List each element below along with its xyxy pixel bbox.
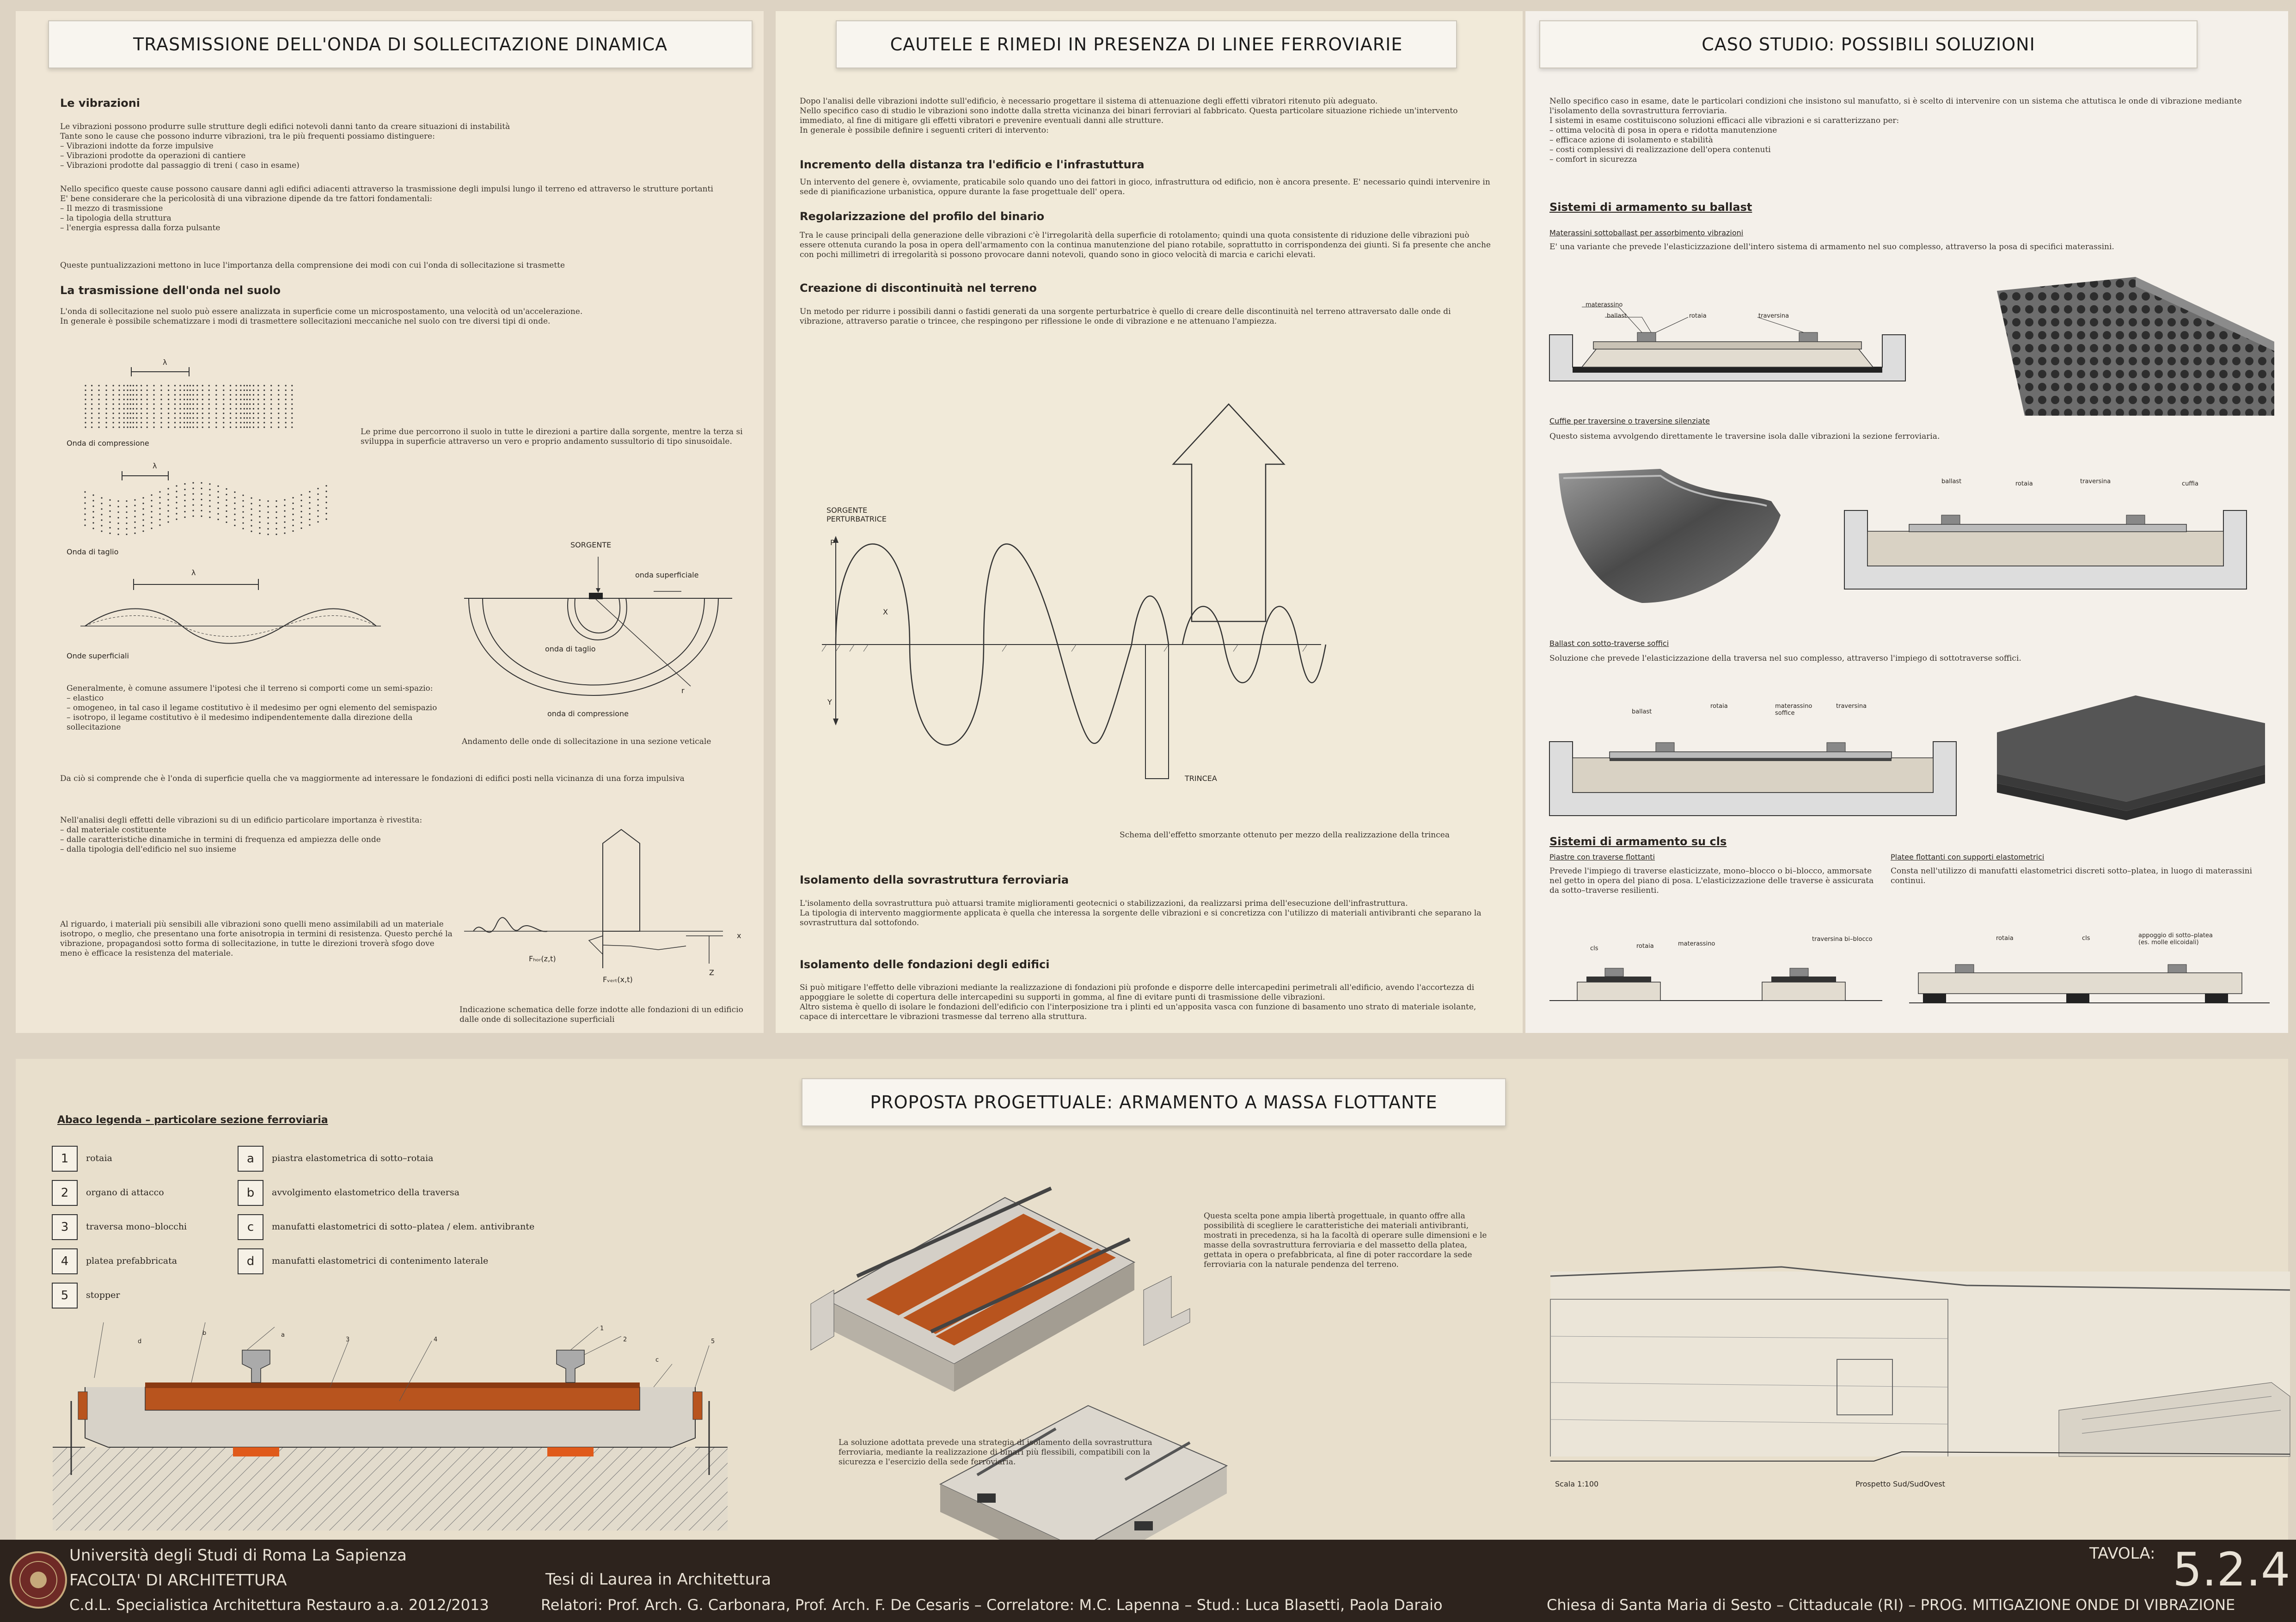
label-sorgente-perturbatrice: SORGENTE PERTURBATRICE bbox=[827, 506, 887, 523]
heading-trasmissione: La trasmissione dell'onda nel suolo bbox=[60, 284, 281, 297]
label-x-p2: X bbox=[883, 608, 888, 616]
caption-andamento: Andamento delle onde di sollecitazione in una sezione veticale bbox=[462, 737, 711, 746]
legend-val-a: piastra elastometrica di sotto–rotaia bbox=[272, 1153, 434, 1163]
piastre-section bbox=[1549, 940, 1882, 1019]
heading-profilo: Regolarizzazione del profilo del binario bbox=[800, 210, 1045, 223]
label-rotaia-5: rotaia bbox=[1996, 935, 2014, 942]
footer-relatori: Relatori: Prof. Arch. G. Carbonara, Prof. Arch. F. De Cesaris – Correlatore: M.C. Lapenna – Stud.: Luca Blasetti, Paola Daraio bbox=[541, 1596, 1443, 1614]
heading-discontinuita: Creazione di discontinuità nel terreno bbox=[800, 282, 1037, 295]
text-prime: Le prime due percorrono il suolo in tutte le direzioni a partire dalla sorgente, mentre la terza si sviluppa in superficie attraverso un vero e proprio andamento sussultorio di tipo sinusoidale. bbox=[361, 427, 743, 446]
text-trasmissione: L'onda di sollecitazione nel suolo può essere analizzata in superficie come un microspostamento, una velocità od un'accelerazione. In generale è possibile schematizzare i modi di trasmettere sollecitazioni meccaniche nel suolo con tre diversi tipi di onde. bbox=[60, 307, 583, 326]
sec-label-d: d bbox=[138, 1338, 142, 1345]
legend-key-4: 4 bbox=[52, 1248, 78, 1274]
legend-key-a: a bbox=[238, 1146, 263, 1172]
label-sorgente: SORGENTE bbox=[570, 541, 612, 549]
footer-facolta: FACOLTA' DI ARCHITETTURA bbox=[69, 1571, 287, 1590]
lambda-3: λ bbox=[191, 568, 196, 577]
platee-section bbox=[1909, 936, 2270, 1014]
label-rotaia-3: rotaia bbox=[1710, 703, 1728, 710]
legend-val-2: organo di attacco bbox=[86, 1187, 164, 1198]
label-scala: Scala 1:100 bbox=[1555, 1480, 1599, 1488]
forces-diagram bbox=[464, 825, 741, 1001]
text-materassini: E' una variante che prevede l'elasticizzazione dell'intero sistema di armamento nel suo complesso, attraverso la posa di specifici materassini. bbox=[1549, 242, 2114, 252]
heading-ballast: Sistemi di armamento su ballast bbox=[1549, 201, 1752, 214]
sec-label-a: a bbox=[281, 1332, 285, 1339]
text-discontinuita: Un metodo per ridurre i possibili danni o fastidi generati da una sorgente perturbatrice è quello di creare delle discontinuità nel terreno attraversato dalle onde di vibrazione, attraverso paratie o trincee, che respingono per riflessione le onde di vibrazione e ne attenuano l'ampiezza. bbox=[800, 307, 1451, 326]
sec-label-4: 4 bbox=[434, 1336, 438, 1343]
panel-trasmissione bbox=[16, 11, 764, 1033]
label-traversina-3: traversina bbox=[1836, 703, 1867, 710]
section-waves-diagram bbox=[459, 534, 737, 728]
cuffia-section bbox=[1844, 473, 2247, 594]
legend-key-2: 2 bbox=[52, 1180, 78, 1206]
sec-label-2: 2 bbox=[623, 1336, 627, 1343]
sub-piastre: Piastre con traverse flottanti bbox=[1549, 853, 1655, 861]
text-profilo: Tra le cause principali della generazione delle vibrazioni c'è l'irregolarità della superficie di rotolamento; quindi una quota consistente di riduzione delle vibrazioni può essere ottenuta curando la posa in opera dell'armamento con la continua manutenzione del piano rotabile, soprattutto in corrispondenza dei giunti. Si fa presente che anche con pochi millimetri di irregolarità si possono provocare danni notevoli, quando sono in gioco velocità di marcia e carichi elevati. bbox=[800, 231, 1491, 259]
sec-label-5: 5 bbox=[711, 1338, 715, 1345]
label-cuffia: cuffia bbox=[2182, 480, 2198, 487]
label-r: r bbox=[681, 686, 685, 695]
label-y: Y bbox=[827, 698, 832, 707]
footer bbox=[0, 1540, 2296, 1622]
label-rotaia-2: rotaia bbox=[2015, 480, 2033, 487]
label-traversina-biblocco: traversina bi–blocco bbox=[1812, 936, 1873, 943]
text-piastre: Prevede l'impiego di traverse elasticizzate, mono–blocco o bi–blocco, ammorsate nel getto in opera del piano di posa. L'elasticizzazione delle traverse è assicurata da sotto–traverse resilienti. bbox=[1549, 866, 1874, 895]
label-fhor: Fₕₒᵣ(z,t) bbox=[529, 954, 556, 963]
legend-val-b: avvolgimento elastometrico della traversa bbox=[272, 1187, 459, 1198]
label-appoggio: appoggio di sotto–platea (es. molle elicoidali) bbox=[2138, 932, 2213, 946]
text-intro-p3: Nello specifico caso in esame, date le particolari condizioni che insistono sul manufatto, si è scelto di intervenire con un sistema che attutisca le onde di vibrazione mediante l'isolamento della sovrastruttura ferroviaria. I sistemi in esame costituiscono soluzioni efficaci alle vibrazioni e si caratterizzano per: – ottima velocità di posa in opera e ridotta manutenzione – efficace azione di isolamento e stabilità – costi complessivi di realizzazione dell'opera contenuti – comfort in sicurezza bbox=[1549, 97, 2242, 164]
sec-label-c: c bbox=[655, 1357, 659, 1364]
shear-wave-dots bbox=[84, 482, 327, 535]
sec-label-b: b bbox=[202, 1330, 207, 1337]
legend-val-3: traversa mono–blocchi bbox=[86, 1222, 187, 1232]
text-vibrazioni-3: Queste puntualizzazioni mettono in luce l'importanza della comprensione dei modi con cui l'onda di sollecitazione si trasmette bbox=[60, 261, 565, 270]
panel3-title: CASO STUDIO: POSSIBILI SOLUZIONI bbox=[1539, 20, 2198, 68]
footer-tavola-label: TAVOLA: bbox=[2089, 1544, 2155, 1563]
heading-vibrazioni: Le vibrazioni bbox=[60, 97, 141, 110]
text-intro-p2: Dopo l'analisi delle vibrazioni indotte sull'edificio, è necessario progettare il sistema di attenuazione degli effetti vibratori ritenuto più adeguato. Nello specifico caso di studio le vibrazioni sono indotte dalla stretta vicinanza dei binari ferroviari al fabbricato. Questa particolare situazione richiede un'intervento immediato, al fine di mitigare gli effetti vibratori e prevenire eventuali danni alle strutture. In generale è possibile definire i seguenti criteri di intervento: bbox=[800, 97, 1458, 135]
caption-compressione: Onda di compressione bbox=[67, 439, 149, 448]
label-ballast-1: ballast bbox=[1607, 313, 1627, 319]
heading-cls: Sistemi di armamento su cls bbox=[1549, 835, 1727, 848]
label-materassino-soffice: materassino soffice bbox=[1775, 703, 1812, 717]
text-cuffie: Questo sistema avvolgendo direttamente le traversine isola dalle vibrazioni la sezione ferroviaria. bbox=[1549, 432, 1940, 441]
label-x: x bbox=[737, 931, 741, 940]
label-p: P bbox=[830, 538, 835, 547]
caption-schema: Schema dell'effetto smorzante ottenuto per mezzo della realizzazione della trincea bbox=[1120, 830, 1450, 840]
legend-key-3: 3 bbox=[52, 1214, 78, 1240]
legend-key-d: d bbox=[238, 1248, 263, 1274]
text-scelta: Questa scelta pone ampia libertà progettuale, in quanto offre alla possibilità di scegliere le caratteristiche dei materiali antivibranti, mostrati in precedenza, si ha la facoltà di operare sulle dimensioni e le masse della sovrastruttura ferroviaria e del massetto della platea, gettata in opera o prefabbricata, al fine di poter raccordare la sede ferroviaria con la naturale pendenza del terreno. bbox=[1204, 1211, 1487, 1269]
trench-diagram bbox=[799, 395, 1515, 811]
legend-val-c: manufatti elastometrici di sotto–platea / elem. antivibrante bbox=[272, 1222, 535, 1232]
sub-sottotraverse: Ballast con sotto-traverse soffici bbox=[1549, 639, 1669, 648]
compression-wave-dots bbox=[85, 385, 293, 428]
panel4-title: PROPOSTA PROGETTUALE: ARMAMENTO A MASSA FLOTTANTE bbox=[802, 1078, 1506, 1126]
sec-label-3: 3 bbox=[346, 1336, 350, 1343]
label-traversina-1: traversina bbox=[1758, 313, 1789, 319]
panel1-title: TRASMISSIONE DELL'ONDA DI SOLLECITAZIONE DINAMICA bbox=[48, 20, 753, 68]
legend-key-5: 5 bbox=[52, 1283, 78, 1309]
text-platee: Consta nell'utilizzo di manufatti elastometrici discreti sotto–platea, in luogo di materassini continui. bbox=[1891, 866, 2253, 885]
label-rotaia-4: rotaia bbox=[1636, 943, 1654, 950]
axonometric-views bbox=[811, 1198, 1227, 1567]
label-traversina-2: traversina bbox=[2080, 478, 2111, 485]
university-seal-icon bbox=[8, 1550, 68, 1610]
text-dacio: Da ciò si comprende che è l'onda di superficie quella che va maggiormente ad interessare le fondazioni di edifici posti nella vicinanza di una forza impulsiva bbox=[60, 774, 685, 783]
railway-section-detail bbox=[53, 1318, 746, 1530]
label-rotaia-1: rotaia bbox=[1689, 313, 1707, 319]
lambda-1: λ bbox=[163, 358, 167, 367]
label-ballast-2: ballast bbox=[1941, 478, 1962, 485]
legend-key-c: c bbox=[238, 1214, 263, 1240]
sub-platee: Platee flottanti con supporti elastometrici bbox=[1891, 853, 2045, 861]
label-z: Z bbox=[709, 968, 714, 977]
legend-val-5: stopper bbox=[86, 1290, 120, 1300]
photo-sottotraverse bbox=[1988, 695, 2274, 825]
sec-label-1: 1 bbox=[600, 1325, 604, 1332]
label-prospetto: Prospetto Sud/SudOvest bbox=[1855, 1480, 1945, 1488]
label-cls-1: cls bbox=[1590, 945, 1598, 952]
text-soluzione: La soluzione adottata prevede una strategia di isolamento della sovrastruttura ferroviaria, mediante la realizzazione di binari più flessibili, compatibili con la sicurezza e l'esercizio della sede ferroviaria. bbox=[839, 1438, 1152, 1467]
sottotraverse-section bbox=[1549, 709, 1965, 820]
panel-cautele bbox=[776, 11, 1523, 1033]
label-onda-compressione: onda di compressione bbox=[547, 709, 629, 718]
legend-val-1: rotaia bbox=[86, 1153, 112, 1163]
label-materassino-1: materassino bbox=[1586, 301, 1623, 308]
label-cls-2: cls bbox=[2082, 935, 2090, 942]
text-riguardo: Al riguardo, i materiali più sensibili alle vibrazioni sono quelli meno assimilabili ad un materiale isotropo, o meglio, che presentano una forte anisotropia in termini di resistenza. Questo perché la vibrazione, propagandosi sotto forma di sollecitazione, in tutte le direzioni troverà sfogo dove meno è efficace la resistenza del materiale. bbox=[60, 920, 453, 958]
footer-cdl: C.d.L. Specialistica Architettura Restauro a.a. 2012/2013 bbox=[69, 1596, 489, 1614]
label-ballast-3: ballast bbox=[1632, 708, 1652, 715]
legend-val-4: platea prefabbricata bbox=[86, 1256, 178, 1266]
text-analisi: Nell'analisi degli effetti delle vibrazioni su di un edificio particolare importanza è rivestita: – dal materiale costituente – dalle caratteristiche dinamiche in termini di frequenza ed ampiezza delle onde – dalla tipologia dell'edificio nel suo insieme bbox=[60, 816, 422, 854]
legend-val-d: manufatti elastometrici di contenimento laterale bbox=[272, 1256, 489, 1266]
caption-taglio: Onda di taglio bbox=[67, 547, 119, 556]
sub-materassini: Materassini sottoballast per assorbimento vibrazioni bbox=[1549, 228, 1744, 237]
panel-caso-studio bbox=[1525, 11, 2288, 1033]
label-onda-taglio: onda di taglio bbox=[545, 645, 596, 653]
footer-chiesa: Chiesa di Santa Maria di Sesto – Cittaducale (RI) – PROG. MITIGAZIONE ONDE DI VIBRAZIONE bbox=[1547, 1596, 2235, 1614]
sub-cuffie: Cuffie per traversine o traversine silenziate bbox=[1549, 417, 1710, 425]
label-onda-superficiale: onda superficiale bbox=[635, 571, 699, 579]
heading-distanza: Incremento della distanza tra l'edificio e l'infrastuttura bbox=[800, 158, 1145, 171]
elevation-drawing bbox=[1550, 1244, 2290, 1493]
panel2-title: CAUTELE E RIMEDI IN PRESENZA DI LINEE FERROVIARIE bbox=[836, 20, 1457, 68]
footer-uni: Università degli Studi di Roma La Sapienza bbox=[69, 1546, 407, 1565]
label-trincea: TRINCEA bbox=[1185, 774, 1217, 783]
label-fvert: Fᵥₑᵣₜ(x,t) bbox=[603, 975, 633, 984]
footer-tesi: Tesi di Laurea in Architettura bbox=[545, 1570, 771, 1589]
text-sottotraverse: Soluzione che prevede l'elasticizzazione della traversa nel suo complesso, attraverso l'impiego di sottotraverse soffici. bbox=[1549, 654, 2021, 663]
lambda-2: λ bbox=[153, 461, 157, 470]
photo-cuffia bbox=[1549, 455, 1790, 608]
caption-indicazione: Indicazione schematica delle forze indotte alle fondazioni di un edificio dalle onde di sollecitazione superficiali bbox=[459, 1005, 743, 1024]
heading-sovrastruttura: Isolamento della sovrastruttura ferroviaria bbox=[800, 873, 1069, 886]
caption-superficiali: Onde superficiali bbox=[67, 651, 129, 660]
wave-types-diagram bbox=[62, 335, 386, 668]
photo-materassino bbox=[1997, 277, 2274, 416]
text-distanza: Un intervento del genere è, ovviamente, praticabile solo quando uno dei fattori in gioco, infrastruttura od edificio, non è ancora presente. E' necessario quindi intervenire in sede di pianificazione urbanistica, oppure durante la fase progettuale dell' opera. bbox=[800, 178, 1490, 197]
legend-title: Abaco legenda – particolare sezione ferroviaria bbox=[57, 1114, 328, 1126]
heading-fondazioni: Isolamento delle fondazioni degli edifici bbox=[800, 958, 1050, 971]
panel-proposta bbox=[16, 1059, 2288, 1540]
text-vibrazioni-2: Nello specifico queste cause possono causare danni agli edifici adiacenti attraverso la trasmissione degli impulsi lungo il terreno ed attraverso le strutture portanti E' bene considerare che la pericolosità di una vibrazione dipende da tre fattori fondamentali: – Il mezzo di trasmissione – la tipologia della struttura – l'energia espressa dalla forza pulsante bbox=[60, 184, 713, 233]
text-sovrastruttura: L'isolamento della sovrastruttura può attuarsi tramite miglioramenti geotecnici o stabilizzazioni, da realizzarsi prima dell'esecuzione dell'infrastruttura. La tipologia di intervento maggiormente applicata è quella che interessa la sorgente delle vibrazioni e si concretizza con l'utilizzo di materiali antivibranti che separano la sovrastruttura dal sottofondo. bbox=[800, 899, 1482, 928]
footer-tavola-number: 5.2.4 bbox=[2173, 1542, 2290, 1597]
text-fondazioni: Si può mitigare l'effetto delle vibrazioni mediante la realizzazione di fondazioni più profonde e disporre delle intercapedini perimetrali all'edificio, avendo l'accortezza di appoggiare le solette di copertura delle intercapedini su supporti in gomma, al fine di evitare punti di trasmissione delle vibrazioni. Altro sistema è quello di isolare le fondazioni dell'edificio con l'interposizione tra i plinti ed un'apposita vasca con funzione di basamento uno strato di materiale isolante, capace di intercettare le vibrazioni trasmesse dal terreno alla struttura. bbox=[800, 983, 1476, 1021]
legend-key-1: 1 bbox=[52, 1146, 78, 1172]
text-vibrazioni: Le vibrazioni possono produrre sulle strutture degli edifici notevoli danni tanto da creare situazioni di instabilità Tante sono le cause che possono indurre vibrazioni, tra le più frequenti possiamo distinguere: – Vibrazioni indotte da forze impulsive – Vibrazioni prodotte da operazioni di cantiere – Vibrazioni prodotte dal passaggio di treni ( caso in esame) bbox=[60, 122, 510, 170]
legend-key-b: b bbox=[238, 1180, 263, 1206]
text-generalmente: Generalmente, è comune assumere l'ipotesi che il terreno si comporti come un semi-spazio: – elastico – omogeneo, in tal caso il legame costitutivo è il medesimo per ogni elemento del semispazio – isotropo, il legame costitutivo è il medesimo indipendentemente dalla direzione della sollecitazione bbox=[67, 684, 437, 732]
label-materassino-4: materassino bbox=[1678, 940, 1715, 947]
